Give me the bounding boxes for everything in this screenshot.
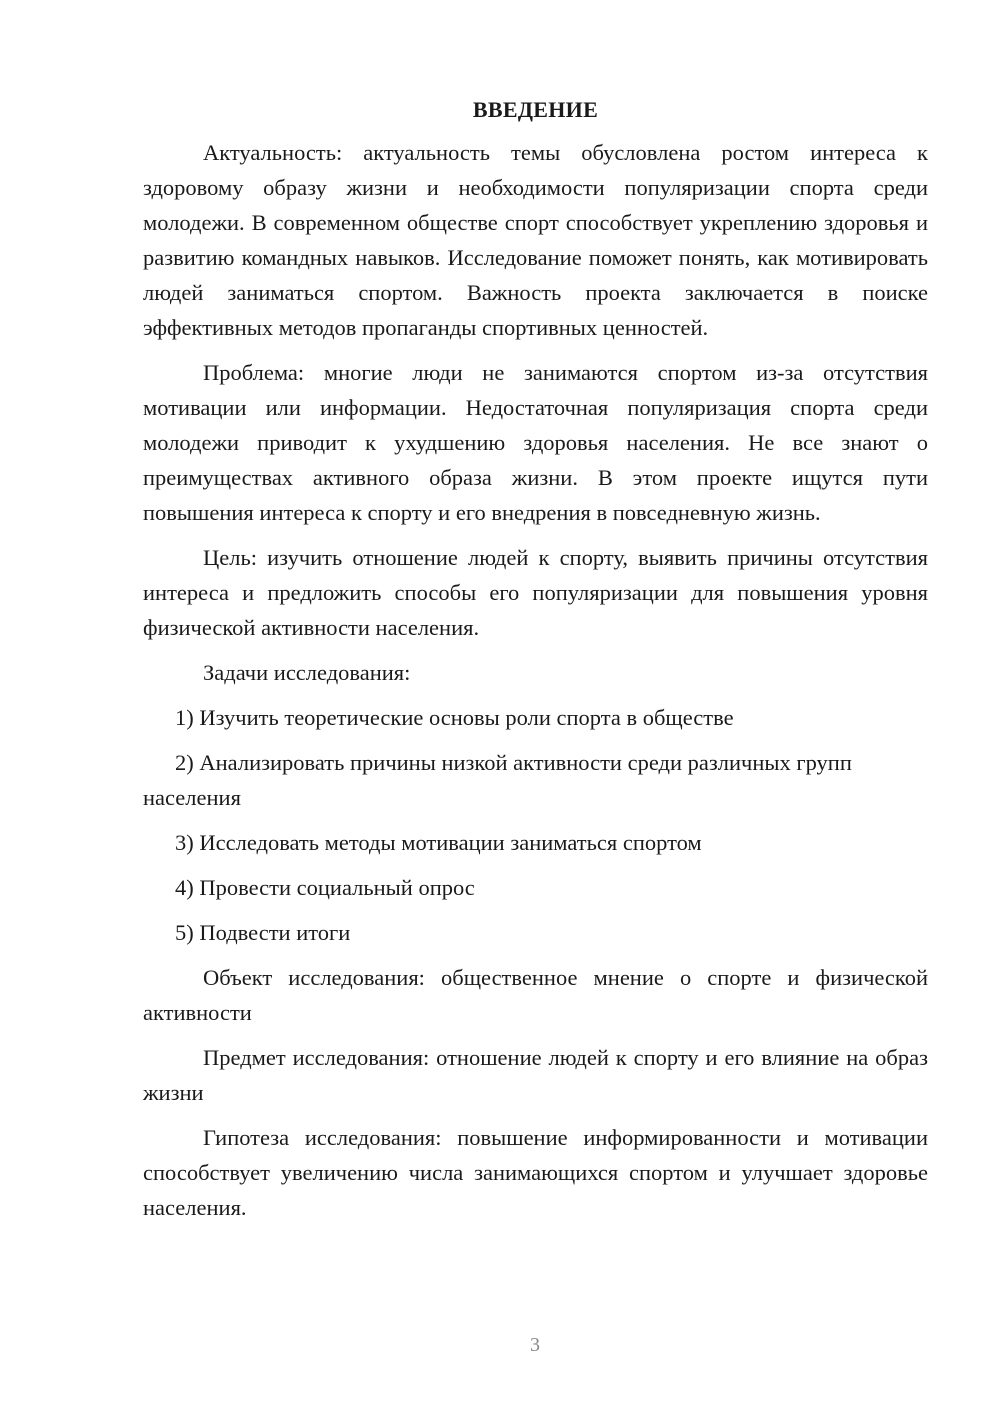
task-item: 5) Подвести итоги [175,920,351,945]
task-item: 3) Исследовать методы мотивации заниматься спортом [175,830,702,855]
goal-paragraph: Цель: изучить отношение людей к спорту, выявить причины отсутствия интереса и предложить способы его популяризации для повышения уровня физической активности населения. [143,545,928,640]
subject-paragraph: Предмет исследования: отношение людей к спорту и его влияние на образ жизни [143,1045,928,1105]
task-item: 2) Анализировать причины низкой активности среди различных групп населения [143,750,852,810]
task-item: 1) Изучить теоретические основы роли спорта в обществе [175,705,734,730]
object-paragraph: Объект исследования: общественное мнение о спорте и физической активности [143,965,928,1025]
hypothesis-paragraph: Гипотеза исследования: повышение информированности и мотивации способствует увеличению числа занимающихся спортом и улучшает здоровье населения. [143,1125,928,1220]
relevance-paragraph: Актуальность: актуальность темы обусловлена ростом интереса к здоровому образу жизни и необходимости популяризации спорта среди молодежи. В современном обществе спорт способствует укреплению здоровья и развитию командных навыков. Исследование поможет понять, как мотивировать людей заниматься спортом. Важность проекта заключается в поиске эффективных методов пропаганды спортивных ценностей. [143,140,928,340]
problem-paragraph: Проблема: многие люди не занимаются спортом из-за отсутствия мотивации или информации. Недостаточная популяризация спорта среди молодежи приводит к ухудшению здоровья населения. Не все знают о преимуществах активного образа жизни. В этом проекте ищутся пути повышения интереса к спорту и его внедрения в повседневную жизнь. [143,360,928,525]
tasks-heading: Задачи исследования: [203,660,411,685]
task-item: 4) Провести социальный опрос [175,875,475,900]
page-content [143,92,928,1235]
section-title: ВВЕДЕНИЕ [472,97,599,122]
page-number: 3 [530,1334,540,1356]
